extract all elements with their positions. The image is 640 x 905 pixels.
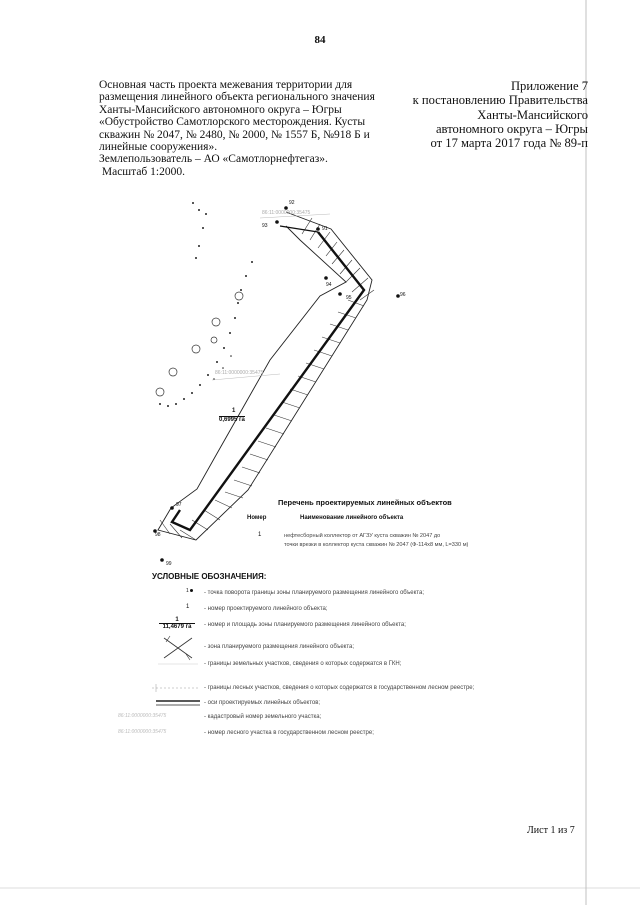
tree-symbols [156,292,243,396]
project-description-line: Основная часть проекта межевания территории для [99,79,353,91]
turning-points [153,206,400,562]
forest-number-label: 86:11:0000000:35475 [215,370,264,376]
objects-table-row-name [284,532,524,550]
zone-hatching [160,218,374,540]
linear-object-axis [172,232,364,530]
scale-line: Масштаб 1:2000. [99,165,185,178]
forest-number-symbol: 86:11:0000000:35475 [118,729,167,735]
project-description-line: размещения линейного объекта регионального значения [99,91,375,104]
legend-text-placement-zone: - зона планируемого размещения линейного объекта; [204,644,355,650]
point-label-96: 96 [400,292,406,298]
legend-text-object-axis: - оси проектируемых линейных объектов; [204,700,321,706]
zone-number-area-symbol-area: 11,4679 га [159,623,195,630]
legend-text-object-number: - номер проектируемого линейного объекта; [204,606,328,612]
objects-table-row-name-line: нефтесборный коллектор от АГЗУ куста скважин № 2047 до [284,533,441,539]
point-label-91: 91 [322,226,328,232]
cadastral-number-symbol: 86:11:0000000:35475 [118,713,167,719]
point-label-98: 98 [155,532,161,538]
legend-text-cadastral-number: - кадастровый номер земельного участка; [204,714,322,720]
appendix-line: от 17 марта 2017 года № 89-п [430,136,588,151]
appendix-line: к постановлению Правительства [412,93,588,108]
zone-number-area-symbol-number: 1 [175,617,179,623]
point-label-93: 93 [262,223,268,229]
object-number-symbol: 1 [186,604,190,610]
cadastral-number-label: 86:11:0000000:35475 [262,210,311,216]
object-branch-line [280,226,318,232]
project-description-line: «Обустройство Самотлорского месторождения. Кусты [99,116,366,129]
point-label-94: 94 [326,282,332,288]
legend-text-forest-number: - номер лесного участка в государственном лесном реестре; [204,730,374,736]
legend-text-turning-point: - точка поворота границы зоны планируемого размещения линейного объекта; [204,590,424,596]
land-user-line: Землепользователь – АО «Самотлорнефтегаз». [99,153,328,166]
point-label-92: 92 [289,200,295,206]
sheet-number: Лист 1 из 7 [527,825,575,836]
objects-table-row-number: 1 [258,532,262,538]
point-label-97: 97 [176,502,182,508]
point-label-99: 99 [166,561,172,567]
legend-text-land-plot-boundary: - границы земельных участков, сведения о которых содержатся в ГКН; [204,661,402,667]
objects-table-title: Перечень проектируемых линейных объектов [278,498,452,507]
cadastral-hints [212,214,330,380]
point-label-95: 95 [346,295,352,301]
objects-table-header-number: Номер [247,515,267,521]
legend-title: УСЛОВНЫЕ ОБОЗНАЧЕНИЯ: [152,572,267,581]
appendix-line: автономного округа – Югры [435,121,588,136]
zone-area-label: 0,6995 га [219,417,245,423]
legend-text-zone-number-area: - номер и площадь зоны планируемого размещения линейного объекта; [204,622,406,628]
objects-table-header-name: Наименование линейного объекта [300,515,404,521]
legend-text-forest-plot-boundary: - границы лесных участков, сведения о которых содержатся в государственном лесном реестре; [204,685,475,691]
project-description-line: линейные сооружения». [99,141,218,154]
turning-point-symbol-label: 1 [186,588,189,594]
appendix-line: Ханты-Мансийского [477,107,588,122]
appendix-header [358,79,588,150]
appendix-line: Приложение 7 [510,79,588,93]
page-number: 84 [314,34,326,46]
zone-number-label: 1 [232,408,236,414]
project-description-line: скважин № 2047, № 2480, № 2000, № 1557 Б, №918 Б и [99,128,370,141]
objects-table-row-name-line: точки врезки в коллектор куста скважин № 2047 (Ф-114х8 мм, L=330 м) [284,542,469,548]
project-description-line: Ханты-Мансийского автономного округа – Югры [99,103,342,116]
